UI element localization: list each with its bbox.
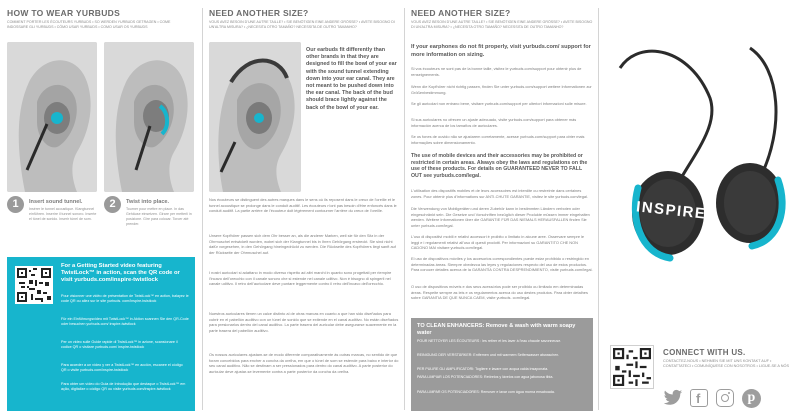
legal-line-es: El uso de dispositivos móviles y los accesorios correspondientes puede estar prohibido o restringido en determinadas áreas. Siempre obedezca las leyes y regulaciones respecto del uso de estos productos. Para conocer detalles acerca de la GARANTÍA CONTRA DESPRENDIMIENTO, visite yurbuds.com/legal. — [411, 256, 593, 273]
panel1-subheading: COMMENT PORTER LES ÉCOUTEURS YURBUDS • SO WERDEN YURBUDS GETRAGEN • COME INDOSSARE GLI YURBUDS • CÓMO USAR YURBUDS • COMO USAR OS YURBUDS — [7, 20, 171, 30]
fit-paragraph-de: Unsere Kopfhörer passen sich dem Ohr besser an, als die anderer Marken, weil sie für den Sitz in der Ohrmuschel entwickelt wurden, wobei sich der Klangtunnel bis in Ihren Gehörgang erstreckt. Sie sind nicht dafür vorgesehen, in den Gehörgang hineingedrückt zu werden. Die Rückseite des Kopfhörers liegt sanft auf der Rückseite der Ohrmuschel auf. — [209, 233, 396, 255]
step-title-2: Twist into place. — [126, 199, 170, 205]
fit-paragraph-es: Nuestros auriculares tienen un calce distinto al de otras marcas en cuanto a que han sido diseñados para cubrir en el pabellón auditivo con un túnel de sonido que se extiende en el canal auditivo. No están diseñados para presionarlos dentro del canal auditivo. La parte trasera del auricular debe asegurarse suavemente en la parte trasera del pabellón auditivo. — [209, 311, 399, 333]
connect-qr-code[interactable] — [610, 345, 654, 389]
sizing-line-it: Se gli auricolari non entrano bene, visitare yurbuds.com/support per ulteriori informazioni sulle misure. — [411, 101, 587, 106]
pinterest-icon[interactable]: p — [742, 389, 761, 408]
promo-title: For a Getting Started video featuring TwistLock™ in action, scan the QR code or visit yurbuds.com/inspire-twistlock — [61, 263, 180, 284]
promo-line-de: Für ein Einführungsvideo mit TwistLock™ in Aktion scannen Sie den QR-Code oder besuchen yurbuds.com/ inspire-twistlock — [61, 317, 189, 327]
promo-line-fr: Pour visionner une vidéo de présentation de TwistLock™ en action, balayez le code QR ou allez sur le site yurbuds. com/inspire-twistlock — [61, 294, 189, 304]
enhancers-line-es: PARA LIMPIAR LOS POTENCIADORES: Retírelos y lávelos con agua jabonosa tibia. — [417, 375, 554, 379]
step-number-2: 2 — [104, 196, 121, 213]
legal-line-pt: O uso de dispositivos móveis e dos seus acessórios pode ser proibido ou limitado em determinadas áreas. Respeite sempre as leis e os regulamentos acerca do uso destes produtos. Para obter detalhes sobre GARANTIA DE QUE NUNCA CAEM, visite yurbuds. com/legal. — [411, 284, 588, 301]
sizing-line-es: Si sus auriculares no ofrecen un ajuste adecuado, visite yurbuds.com/support para obtener más información acerca de los tamaños de auriculares. — [411, 117, 577, 128]
panel-divider — [404, 8, 405, 410]
panel1-heading: HOW TO WEAR YURBUDS — [7, 8, 121, 18]
fit-paragraph-it: I nostri auricolari si adattano in modo diverso rispetto ad altri marchi in quanto sono progettati per riempire l'incavo dell'orecchio con il canale sonoro che si estende nel canale uditivo. Non è bisogno di spingerli nel canale uditivo. Il retro dell'auricolare deve puntare leggermente contro il retro dell'incavo dell'orecchio. — [209, 270, 392, 287]
twitter-icon[interactable] — [663, 389, 683, 407]
legal-line-de: Die Verwendung von Mobilgeräten und deren Zubehör kann in bestimmten Ländern verboten oder eingeschränkt sein. Die Gesetze und Vorschriften bezüglich dieser Produkte müssen immer eingehalten werden. Weitere Informationen über die GARANTIE FÜR DAS NIEMALS HERAUSFALLEN finden Sie unter yurbuds.com/legal. — [411, 206, 590, 228]
sizing-line-fr: Si vos écouteurs ne sont pas de la bonne taille, visitez le yurbuds.com/support pour obtenir plus de renseignements. — [411, 66, 582, 77]
fit-paragraph-fr: Nos écouteurs se distinguent des autres marques dans le sens où ils reposent dans le creux de l'oreille et le tunnel acoustique se prolonge dans le conduit auditif. Les écouteurs n'ont pas besoin d'être enfoncés dans le conduit auditif. La partie arrière de l'écouteur doit légèrement contourner l'arrière du creux de l'oreille. — [209, 197, 397, 214]
panel-divider — [598, 8, 599, 410]
ear-photo-insert — [7, 42, 97, 192]
promo-line-pt: Para obter um vídeo do Guia de Introdução que destaque o TwistLock™ em ação, digitalize o código QR ou visite yurbuds.com/inspire-twistlock — [61, 382, 186, 392]
promo-line-es: Para acceder a un vídeo y ver a TwistLock™ en acción, escanee el código QR o visite yurbuds.com/inspire-twistlock — [61, 363, 183, 373]
legal-warning: The use of mobile devices and their accessories may be prohibited or restricted in certain areas. Always obey the laws and regulations on the use of these products. For details on GUARANTEED NEVER TO FALL OUT see yurbuds.com/legal. — [411, 153, 588, 180]
sizing-line-pt: Se os fones de ouvido não se ajustarem corretamente, acesse yurbuds.com/support para obter mais informações sobre dimensionamento. — [411, 134, 585, 145]
panel-divider — [202, 8, 203, 410]
legal-line-it: L'uso di dispositivi mobili e relativi accessori è proibito o limitato in alcune aree. Osservare sempre le leggi e i regolamenti relativi all'uso di questi prodotti. Per informazioni su GARANTITO CHE NON CADONO MAI visitare yurbuds.com/legal. — [411, 234, 585, 251]
panel2-subheading: VOUS AVEZ BESOIN D'UNE AUTRE TAILLE? • SIE BENÖTIGEN EINE ANDERE GRÖSSE? • AVETE BISOGNO DI UN'ALTRA MISURA? • ¿NECESITA OTRO TAMAÑO? NECESSITA DE OUTRO TAMANHO? — [209, 20, 395, 30]
fit-paragraph-pt: Os nossos auriculares ajustam-se de modo diferente comparativamente às outras marcas, no sentido de que foram concebidos para encher a concha da orelha, em que o túnel de som se estende para baixo e interior do seu canal auditivo. Não se destinam a ser pressionados para dentro do canal auditivo. A parte posterior do auricular deve ajustar-se levemente contra a parte posterior da concha da orelha. — [209, 352, 399, 374]
panel3-heading: NEED ANOTHER SIZE? — [411, 8, 511, 18]
enhancers-line-pt: PARA LIMPAR OS POTENCIADORES: Remover e lavar com água morna ensaboada. — [417, 390, 555, 394]
clean-enhancers-box — [411, 318, 593, 411]
fit-callout: Our earbuds fit differently than other brands in that they are designed to fill the bowl of your ear with the sound tunnel extending down into your ear canal. They are not meant to be pushed down into the ear canal. The back of the bud should brace lightly against the back of the bowl of your ear. — [306, 47, 397, 111]
enhancers-line-de: REINIGUNG DER VERSTÄRKER: Entfernen und mit warmem Seifenwasser abwaschen. — [417, 353, 560, 357]
sizing-intro: If your earphones do not fit properly, visit yurbuds.com/ support for more information on sizing. — [411, 44, 591, 58]
ear-photo-twist — [104, 42, 194, 192]
panel3-subheading: VOUS AVEZ BESOIN D'UNE AUTRE TAILLE? • SIE BENÖTIGEN EINE ANDERE GRÖSSE? • AVETE BISOGNO DI UN'ALTRA MISURA? • ¿NECESITA OTRO TAMAÑO? NECESSITA DE OUTRO TAMANHO? — [411, 20, 593, 30]
enhancers-line-fr: POUR NETTOYER LES ÉCOUTEURS : les retirer et les laver à l'eau chaude savonneuse. — [417, 339, 562, 343]
ear-fit-photo — [209, 42, 301, 192]
step-number-1: 1 — [7, 196, 24, 213]
enhancers-line-it: PER PULIRE GLI AMPLIFICATORI: Togliere e lavare con acqua calda insaponata. — [417, 367, 549, 371]
panel2-heading: NEED ANOTHER SIZE? — [209, 8, 309, 18]
enhancers-title: TO CLEAN ENHANCERS: Remove & wash with warm soapy water — [417, 323, 576, 337]
step-desc-1: Insérer le tunnel acoustique. Klangtunnel einführen. Inserire il tunnel sonoro. Inserte el túnel de sonido. Inserir túnel de som. — [29, 207, 97, 221]
inspire-earbuds-image — [600, 8, 797, 338]
twistlock-promo-box — [7, 257, 195, 411]
qr-code[interactable] — [15, 266, 53, 304]
step-title-1: Insert sound tunnel. — [29, 199, 83, 205]
connect-heading: CONNECT WITH US. — [663, 348, 746, 357]
connect-subheading: CONTACTEZ-NOUS • NEHMEN SIE MIT UNS KONTAKT AUF • CONTATTATECI • COMUNÍQUESE CON NOSOTROS • LIGUE-SE A NÓS — [663, 359, 789, 369]
sizing-line-de: Wenn die Kopfhörer nicht richtig passen, finden Sie unter yurbuds.com/support weitere Informationen zur Größenbestimmung. — [411, 84, 592, 95]
instagram-icon[interactable] — [716, 389, 734, 407]
inspire-brand-label: INSPIRE — [635, 198, 708, 223]
facebook-icon[interactable]: f — [690, 389, 708, 407]
step-desc-2: Tourner pour mettre en place. In das Gehäuse einsetzen. Girare per metterli in posizione. Gire para colocar. Torcer até prender. — [126, 207, 192, 226]
promo-line-it: Per un video sulle Guide rapide di TwistLock™ in azione, scansionare il codice QR o visitare yurbuds.com/ inspire-twistlock — [61, 340, 178, 350]
legal-line-fr: L'utilisation des dispositifs mobiles et de leurs accessoires est interdite ou restreinte dans certaines zones. Pour obtenir plus d'informations sur ANTI-CHUTE GARANTIE, visitez le site yurbuds.com/legal. — [411, 188, 588, 199]
